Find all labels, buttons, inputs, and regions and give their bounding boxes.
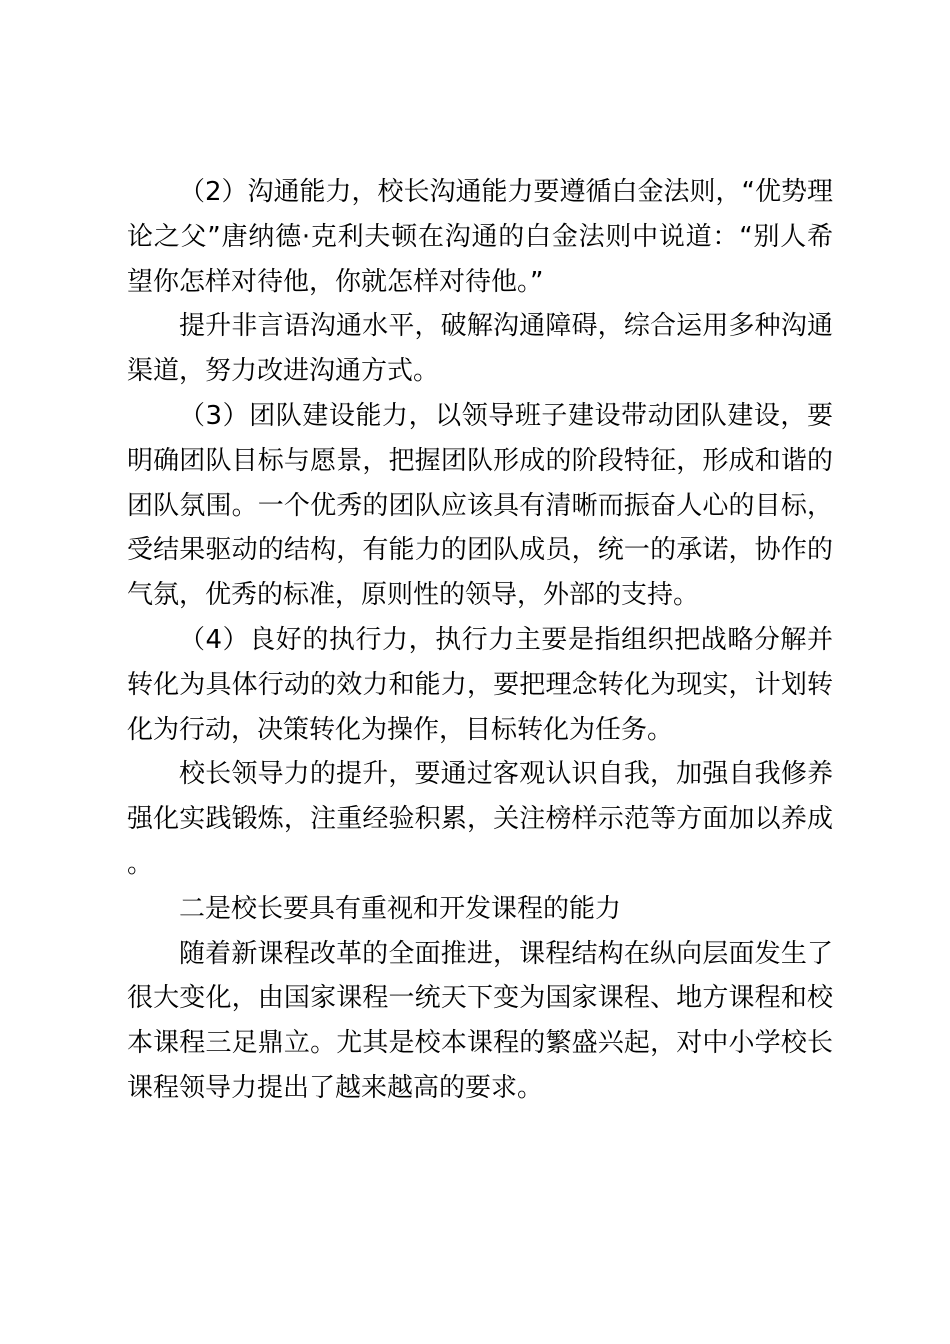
- section-heading-curriculum: 二是校长要具有重视和开发课程的能力: [179, 893, 622, 924]
- paragraph-execution: （4）良好的执行力，执行力主要是指组织把战略分解并转化为具体行动的效力和能力，要把理念转化为现实，计划转化为行动，决策转化为操作，目标转化为任务。: [127, 624, 833, 745]
- paragraph-communication: （2）沟通能力，校长沟通能力要遵循白金法则，“优势理论之父”唐纳德·克利夫顿在沟通的白金法则中说道：“别人希望你怎样对待他，你就怎样对待他。”: [127, 177, 834, 297]
- document-body: [127, 170, 833, 1111]
- paragraph-curriculum-reform: 随着新课程改革的全面推进，课程结构在纵向层面发生了很大变化，由国家课程一统天下变为国家课程、地方课程和校本课程三足鼎立。尤其是校本课程的繁盛兴起，对中小学校长课程领导力提出了越来越高的要求。: [127, 938, 833, 1103]
- paragraph-leadership-improvement: 校长领导力的提升，要通过客观认识自我，加强自我修养强化实践锻炼，注重经验积累，关注榜样示范等方面加以养成。: [127, 759, 833, 879]
- paragraph-team-building: （3）团队建设能力，以领导班子建设带动团队建设，要明确团队目标与愿景，把握团队形成的阶段特征，形成和谐的团队氛围。一个优秀的团队应该具有清晰而振奋人心的目标，受结果驱动的结构，有能力的团队成员，统一的承诺，协作的气氛，优秀的标准，原则性的领导，外部的支持。: [127, 400, 833, 611]
- paragraph-nonverbal: 提升非言语沟通水平，破解沟通障碍，综合运用多种沟通渠道，努力改进沟通方式。: [127, 311, 833, 387]
